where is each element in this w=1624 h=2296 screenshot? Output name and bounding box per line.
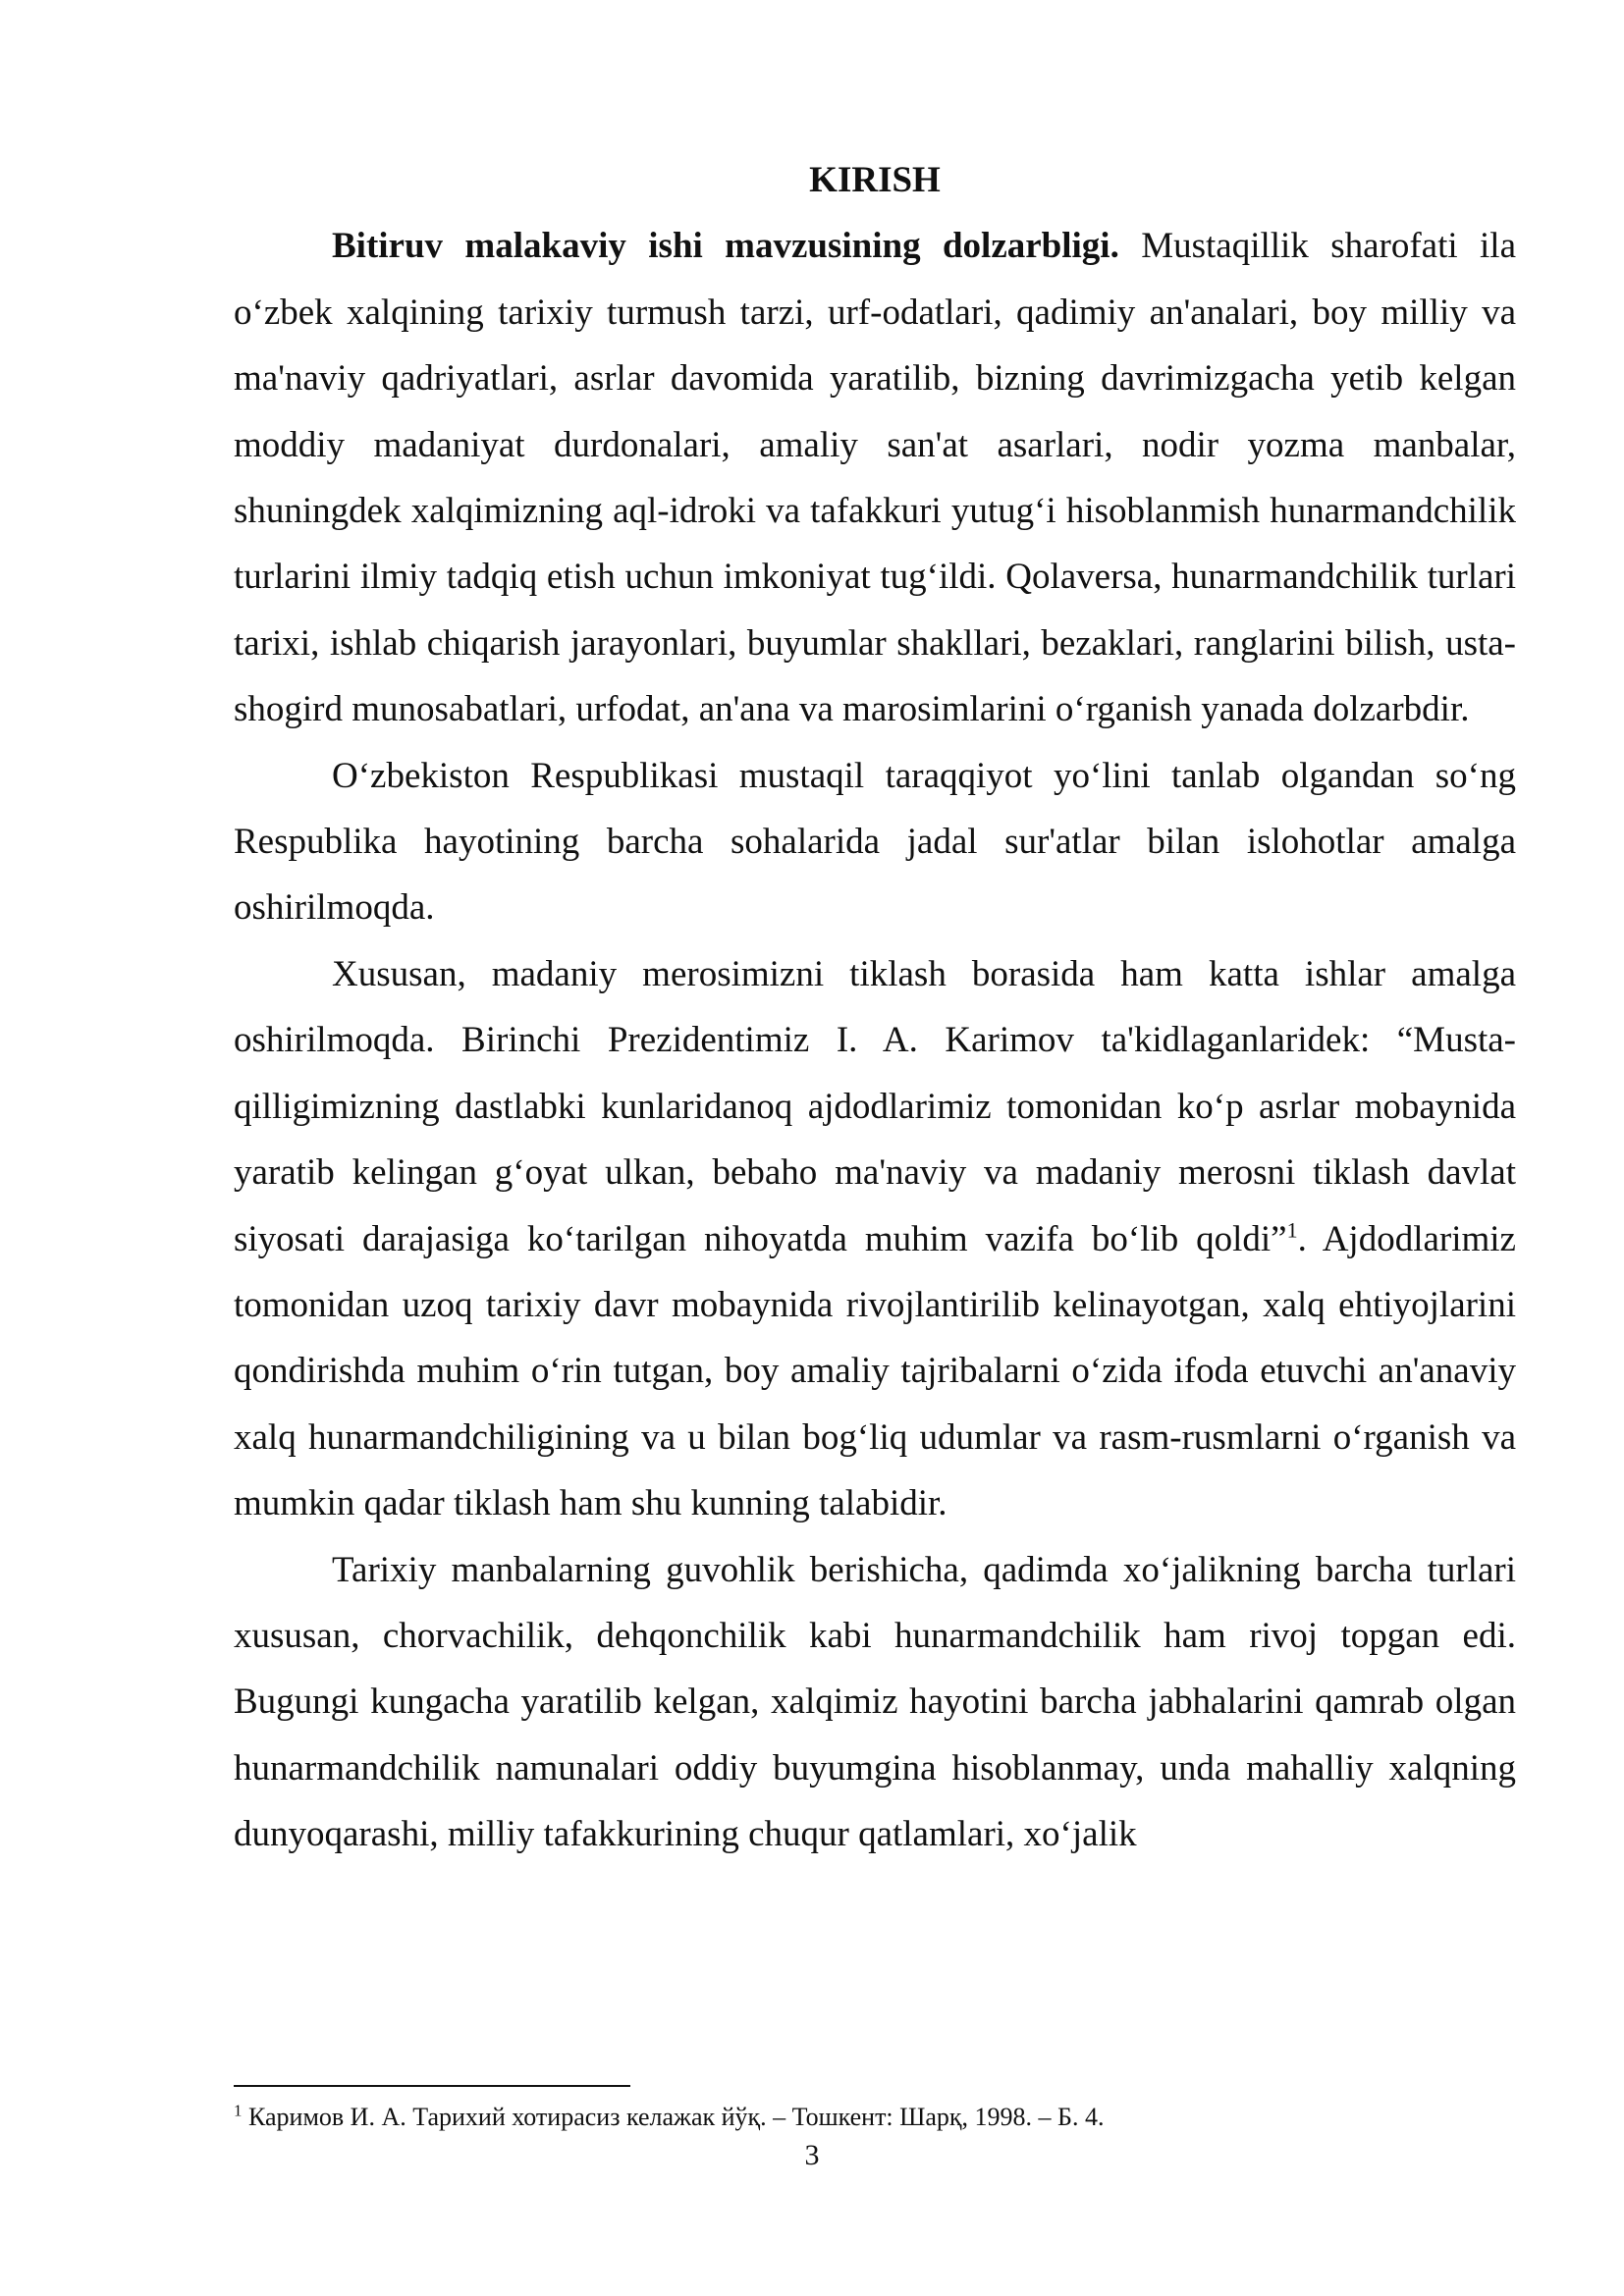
paragraph-text-continued: . Ajdodlarimiz tomonidan uzoq tarixiy davr mobaynida rivojlantirilib kelinayotgan, xalq ehtiyojlarini qondirishda muhim o‘rin tutgan, boy amaliy tajribalarni o‘zida ifoda etuvchi an'anaviy xalq hunarmandchiligining va u bilan bog‘liq udumlar va rasm-rusmlarni o‘rganish va mumkin qadar tiklash ham shu kunning talabidir.	[234, 1218, 1516, 1524]
paragraph-heritage	[234, 941, 1516, 1537]
footnote-reference[interactable]: 1	[1286, 1217, 1298, 1243]
paragraph-text: Mustaqillik sharofati ila o‘zbek xalqining tarixiy turmush tarzi, urf-odatlari, qadimiy an'analari, boy milliy va ma'naviy qadriyatlari, asrlar davomida yaratilib, bizning davrimizgacha yetib kelgan moddiy madaniyat durdonalari, amaliy san'at asarlari, nodir yozma manbalar, shuningdek xalqimizning aql-idroki va tafakkuri yutug‘i hisoblanmish hunarmandchilik turlarini ilmiy tadqiq etish uchun imkoniyat tug‘ildi. Qolaversa, hunarmandchilik turlari tarixi, ishlab chiqarish jarayonlari, buyumlar shakllari, bezaklari, ranglarini bilish, usta-shogird munosabatlari, urfodat, an'ana va marosimlarini o‘rganish yanada dolzarbdir.	[234, 226, 1517, 730]
footnote	[234, 2101, 1516, 2134]
footnote-divider	[234, 2085, 630, 2087]
page-number: 3	[804, 2139, 820, 2171]
paragraph-independence: O‘zbekiston Respublikasi mustaqil taraqqiyot yo‘lini tanlab olgandan so‘ng Respublika hayotining barcha sohalarida jadal sur'atlar bilan islohotlar amalga oshirilmoqda.	[234, 755, 1516, 929]
section-heading: KIRISH	[809, 160, 941, 200]
footnote-text: Каримов И. А. Тарихий хотирасиз келажак йўқ. – Тошкент: Шарқ, 1998. – Б. 4.	[242, 2103, 1105, 2131]
footnote-number: 1	[234, 2101, 243, 2120]
document-body	[234, 147, 1516, 1868]
paragraph-lead: Bitiruv malakaviy ishi mavzusining dolzarbligi.	[332, 226, 1119, 267]
paragraph-relevance	[234, 213, 1516, 742]
paragraph-historical-sources: Tarixiy manbalarning guvohlik berishicha, qadimda xo‘jalikning barcha turlari xususan, chorvachilik, dehqonchilik kabi hunarmandchilik ham rivoj topgan edi. Bugungi kungacha yaratilib kelgan, xalqimiz hayotini barcha jabhalarini qamrab olgan hunarmandchilik namunalari oddiy buyumgina hisoblanmay, unda mahalliy xalqning dunyoqarashi, milliy tafakkurining chuqur qatlamlari, xo‘jalik	[234, 1549, 1516, 1855]
paragraph-text: Xususan, madaniy merosimizni tiklash borasida ham katta ishlar amalga oshirilmoqda. Birinchi Prezidentimiz I. A. Karimov ta'kidlaganlaridek: “Musta-qilligimizning dastlabki kunlaridanoq ajdodlarimiz tomonidan ko‘p asrlar mobaynida yaratib kelingan g‘oyat ulkan, bebaho ma'naviy va madaniy merosni tiklash davlat siyosati darajasiga ko‘tarilgan nihoyatda muhim vazifa bo‘lib qoldi”	[234, 953, 1516, 1259]
